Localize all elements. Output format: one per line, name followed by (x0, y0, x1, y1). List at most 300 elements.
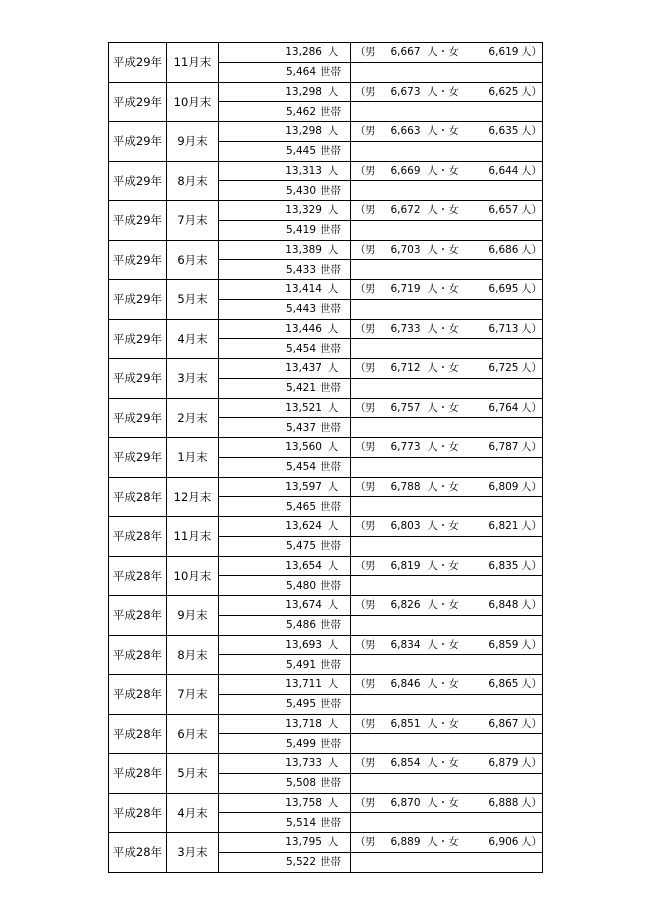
population-value: 13,654 (285, 559, 322, 572)
era-cell: 平成29年 (109, 240, 167, 280)
household-unit: 世帯 (320, 856, 341, 869)
month-cell: 1月末 (167, 438, 219, 478)
gender-breakdown-cell (351, 438, 543, 458)
person-unit: 人 (327, 401, 339, 414)
table-row (109, 398, 543, 418)
female-separator: 人・女 (427, 520, 459, 533)
households-value: 5,464 (285, 66, 316, 79)
households-value: 5,454 (285, 342, 316, 355)
paren-open: （ (355, 283, 366, 296)
population-cell (219, 319, 351, 339)
empty-cell (351, 457, 543, 477)
paren-open: （ (355, 85, 366, 98)
households-cell (219, 457, 351, 477)
month-cell: 5月末 (167, 754, 219, 794)
population-value: 13,446 (285, 322, 322, 335)
person-unit: 人 (327, 85, 339, 98)
female-count: 6,835 (488, 559, 519, 572)
era-cell: 平成29年 (109, 319, 167, 359)
person-unit: 人 (327, 520, 339, 533)
population-cell (219, 556, 351, 576)
female-separator: 人・女 (427, 204, 459, 217)
gender-breakdown-cell (351, 43, 543, 63)
paren-open: （ (355, 678, 366, 691)
male-label: 男 (365, 85, 376, 98)
paren-close: 人） (521, 559, 542, 572)
population-cell (219, 359, 351, 379)
empty-cell (351, 418, 543, 438)
households-value: 5,437 (285, 421, 316, 434)
population-cell (219, 280, 351, 300)
male-count: 6,667 (390, 46, 421, 59)
person-unit: 人 (327, 559, 339, 572)
paren-close: 人） (521, 757, 542, 770)
month-cell: 8月末 (167, 161, 219, 201)
paren-open: （ (355, 599, 366, 612)
household-unit: 世帯 (320, 816, 341, 829)
table-row (109, 161, 543, 181)
paren-open: （ (355, 322, 366, 335)
person-unit: 人 (327, 164, 339, 177)
male-label: 男 (365, 164, 376, 177)
empty-cell (351, 694, 543, 714)
households-value: 5,462 (285, 105, 316, 118)
female-separator: 人・女 (427, 85, 459, 98)
households-value: 5,433 (285, 263, 316, 276)
female-separator: 人・女 (427, 283, 459, 296)
household-unit: 世帯 (320, 658, 341, 671)
month-cell: 9月末 (167, 122, 219, 162)
male-label: 男 (365, 243, 376, 256)
paren-open: （ (355, 757, 366, 770)
table-row (109, 240, 543, 260)
population-cell (219, 240, 351, 260)
population-value: 13,733 (285, 757, 322, 770)
households-cell (219, 694, 351, 714)
paren-open: （ (355, 836, 366, 849)
male-label: 男 (365, 836, 376, 849)
gender-breakdown-cell (351, 398, 543, 418)
era-cell: 平成29年 (109, 161, 167, 201)
population-cell (219, 833, 351, 853)
female-count: 6,787 (488, 441, 519, 454)
male-count: 6,834 (390, 638, 421, 651)
month-cell: 11月末 (167, 43, 219, 83)
households-value: 5,499 (285, 737, 316, 750)
female-separator: 人・女 (427, 322, 459, 335)
gender-breakdown-cell (351, 477, 543, 497)
person-unit: 人 (327, 46, 339, 59)
male-label: 男 (365, 757, 376, 770)
population-value: 13,329 (285, 204, 322, 217)
paren-open: （ (355, 243, 366, 256)
household-unit: 世帯 (320, 619, 341, 632)
male-count: 6,672 (390, 204, 421, 217)
era-cell: 平成28年 (109, 556, 167, 596)
population-value: 13,674 (285, 599, 322, 612)
empty-cell (351, 220, 543, 240)
paren-close: 人） (521, 125, 542, 138)
male-count: 6,846 (390, 678, 421, 691)
households-value: 5,495 (285, 698, 316, 711)
era-cell: 平成28年 (109, 675, 167, 715)
male-label: 男 (365, 283, 376, 296)
era-cell: 平成28年 (109, 714, 167, 754)
table-row (109, 280, 543, 300)
person-unit: 人 (327, 441, 339, 454)
population-value: 13,298 (285, 125, 322, 138)
male-label: 男 (365, 559, 376, 572)
gender-breakdown-cell (351, 359, 543, 379)
paren-close: 人） (521, 836, 542, 849)
person-unit: 人 (327, 599, 339, 612)
paren-open: （ (355, 717, 366, 730)
month-cell: 3月末 (167, 833, 219, 873)
population-value: 13,693 (285, 638, 322, 651)
female-count: 6,657 (488, 204, 519, 217)
paren-close: 人） (521, 638, 542, 651)
gender-breakdown-cell (351, 754, 543, 774)
household-unit: 世帯 (320, 777, 341, 790)
table-row (109, 833, 543, 853)
month-cell: 9月末 (167, 596, 219, 636)
paren-open: （ (355, 125, 366, 138)
month-cell: 10月末 (167, 82, 219, 122)
households-value: 5,445 (285, 145, 316, 158)
population-value: 13,560 (285, 441, 322, 454)
female-separator: 人・女 (427, 401, 459, 414)
female-count: 6,821 (488, 520, 519, 533)
paren-close: 人） (521, 401, 542, 414)
male-count: 6,703 (390, 243, 421, 256)
era-cell: 平成29年 (109, 82, 167, 122)
era-cell: 平成28年 (109, 793, 167, 833)
male-count: 6,719 (390, 283, 421, 296)
male-count: 6,803 (390, 520, 421, 533)
female-separator: 人・女 (427, 757, 459, 770)
households-value: 5,522 (285, 856, 316, 869)
table-row (109, 793, 543, 813)
female-separator: 人・女 (427, 638, 459, 651)
gender-breakdown-cell (351, 596, 543, 616)
population-table (108, 42, 543, 873)
paren-close: 人） (521, 441, 542, 454)
female-count: 6,713 (488, 322, 519, 335)
male-label: 男 (365, 480, 376, 493)
population-cell (219, 517, 351, 537)
male-label: 男 (365, 717, 376, 730)
male-label: 男 (365, 599, 376, 612)
paren-close: 人） (521, 520, 542, 533)
era-cell: 平成29年 (109, 359, 167, 399)
person-unit: 人 (327, 322, 339, 335)
era-cell: 平成29年 (109, 201, 167, 241)
population-cell (219, 714, 351, 734)
gender-breakdown-cell (351, 161, 543, 181)
households-cell (219, 773, 351, 793)
empty-cell (351, 536, 543, 556)
households-cell (219, 181, 351, 201)
gender-breakdown-cell (351, 714, 543, 734)
female-count: 6,644 (488, 164, 519, 177)
table-row (109, 754, 543, 774)
table-row (109, 556, 543, 576)
paren-open: （ (355, 204, 366, 217)
month-cell: 10月末 (167, 556, 219, 596)
paren-open: （ (355, 362, 366, 375)
era-cell: 平成29年 (109, 280, 167, 320)
households-value: 5,475 (285, 540, 316, 553)
empty-cell (351, 615, 543, 635)
population-value: 13,521 (285, 401, 322, 414)
paren-close: 人） (521, 717, 542, 730)
female-separator: 人・女 (427, 441, 459, 454)
table-row (109, 82, 543, 102)
male-label: 男 (365, 441, 376, 454)
era-cell: 平成29年 (109, 122, 167, 162)
male-label: 男 (365, 678, 376, 691)
household-unit: 世帯 (320, 579, 341, 592)
male-label: 男 (365, 638, 376, 651)
female-count: 6,619 (488, 46, 519, 59)
paren-close: 人） (521, 283, 542, 296)
male-label: 男 (365, 362, 376, 375)
paren-open: （ (355, 164, 366, 177)
era-cell: 平成29年 (109, 398, 167, 438)
male-count: 6,733 (390, 322, 421, 335)
gender-breakdown-cell (351, 793, 543, 813)
month-cell: 7月末 (167, 201, 219, 241)
female-count: 6,764 (488, 401, 519, 414)
households-value: 5,480 (285, 579, 316, 592)
households-cell (219, 378, 351, 398)
era-cell: 平成29年 (109, 43, 167, 83)
population-cell (219, 398, 351, 418)
month-cell: 3月末 (167, 359, 219, 399)
households-cell (219, 536, 351, 556)
gender-breakdown-cell (351, 556, 543, 576)
households-cell (219, 734, 351, 754)
population-cell (219, 438, 351, 458)
female-separator: 人・女 (427, 559, 459, 572)
person-unit: 人 (327, 243, 339, 256)
table-row (109, 122, 543, 142)
household-unit: 世帯 (320, 698, 341, 711)
person-unit: 人 (327, 362, 339, 375)
month-cell: 5月末 (167, 280, 219, 320)
population-value: 13,795 (285, 836, 322, 849)
era-cell: 平成28年 (109, 477, 167, 517)
paren-open: （ (355, 480, 366, 493)
household-unit: 世帯 (320, 105, 341, 118)
table-row (109, 319, 543, 339)
households-cell (219, 141, 351, 161)
paren-open: （ (355, 46, 366, 59)
paren-close: 人） (521, 678, 542, 691)
month-cell: 4月末 (167, 793, 219, 833)
population-value: 13,313 (285, 164, 322, 177)
empty-cell (351, 852, 543, 872)
empty-cell (351, 576, 543, 596)
female-separator: 人・女 (427, 362, 459, 375)
female-count: 6,867 (488, 717, 519, 730)
person-unit: 人 (327, 717, 339, 730)
households-cell (219, 220, 351, 240)
month-cell: 8月末 (167, 635, 219, 675)
male-count: 6,854 (390, 757, 421, 770)
households-cell (219, 299, 351, 319)
table-row (109, 438, 543, 458)
household-unit: 世帯 (320, 303, 341, 316)
table-row (109, 359, 543, 379)
month-cell: 12月末 (167, 477, 219, 517)
paren-open: （ (355, 441, 366, 454)
female-count: 6,848 (488, 599, 519, 612)
population-value: 13,298 (285, 85, 322, 98)
person-unit: 人 (327, 283, 339, 296)
female-count: 6,859 (488, 638, 519, 651)
population-cell (219, 635, 351, 655)
paren-close: 人） (521, 599, 542, 612)
empty-cell (351, 655, 543, 675)
male-label: 男 (365, 796, 376, 809)
table-row (109, 675, 543, 695)
paren-open: （ (355, 401, 366, 414)
gender-breakdown-cell (351, 517, 543, 537)
male-count: 6,663 (390, 125, 421, 138)
paren-open: （ (355, 796, 366, 809)
population-value: 13,718 (285, 717, 322, 730)
households-cell (219, 576, 351, 596)
person-unit: 人 (327, 480, 339, 493)
female-count: 6,865 (488, 678, 519, 691)
table-row (109, 201, 543, 221)
female-count: 6,686 (488, 243, 519, 256)
households-cell (219, 615, 351, 635)
households-cell (219, 260, 351, 280)
table-row (109, 517, 543, 537)
era-cell: 平成29年 (109, 438, 167, 478)
gender-breakdown-cell (351, 240, 543, 260)
female-count: 6,635 (488, 125, 519, 138)
household-unit: 世帯 (320, 342, 341, 355)
table-row (109, 43, 543, 63)
male-count: 6,757 (390, 401, 421, 414)
female-count: 6,888 (488, 796, 519, 809)
person-unit: 人 (327, 757, 339, 770)
era-cell: 平成28年 (109, 754, 167, 794)
households-cell (219, 102, 351, 122)
population-value: 13,286 (285, 46, 322, 59)
female-count: 6,906 (488, 836, 519, 849)
female-count: 6,725 (488, 362, 519, 375)
households-cell (219, 62, 351, 82)
gender-breakdown-cell (351, 201, 543, 221)
population-value: 13,414 (285, 283, 322, 296)
households-value: 5,491 (285, 658, 316, 671)
population-cell (219, 201, 351, 221)
male-label: 男 (365, 322, 376, 335)
population-cell (219, 43, 351, 63)
month-cell: 6月末 (167, 714, 219, 754)
male-label: 男 (365, 520, 376, 533)
paren-open: （ (355, 520, 366, 533)
female-separator: 人・女 (427, 243, 459, 256)
female-separator: 人・女 (427, 796, 459, 809)
household-unit: 世帯 (320, 737, 341, 750)
household-unit: 世帯 (320, 461, 341, 474)
households-cell (219, 813, 351, 833)
gender-breakdown-cell (351, 833, 543, 853)
paren-close: 人） (521, 46, 542, 59)
paren-close: 人） (521, 204, 542, 217)
female-separator: 人・女 (427, 599, 459, 612)
paren-close: 人） (521, 362, 542, 375)
empty-cell (351, 339, 543, 359)
population-value: 13,597 (285, 480, 322, 493)
gender-breakdown-cell (351, 82, 543, 102)
households-cell (219, 497, 351, 517)
gender-breakdown-cell (351, 280, 543, 300)
paren-open: （ (355, 638, 366, 651)
population-cell (219, 477, 351, 497)
month-cell: 4月末 (167, 319, 219, 359)
population-cell (219, 596, 351, 616)
male-count: 6,889 (390, 836, 421, 849)
population-value: 13,437 (285, 362, 322, 375)
households-cell (219, 655, 351, 675)
households-cell (219, 339, 351, 359)
paren-close: 人） (521, 322, 542, 335)
population-value: 13,389 (285, 243, 322, 256)
empty-cell (351, 181, 543, 201)
empty-cell (351, 141, 543, 161)
population-value: 13,711 (285, 678, 322, 691)
male-count: 6,773 (390, 441, 421, 454)
household-unit: 世帯 (320, 500, 341, 513)
households-cell (219, 418, 351, 438)
era-cell: 平成28年 (109, 635, 167, 675)
male-count: 6,851 (390, 717, 421, 730)
female-count: 6,695 (488, 283, 519, 296)
households-value: 5,508 (285, 777, 316, 790)
male-label: 男 (365, 401, 376, 414)
paren-close: 人） (521, 85, 542, 98)
paren-close: 人） (521, 164, 542, 177)
table-row (109, 635, 543, 655)
female-separator: 人・女 (427, 46, 459, 59)
month-cell: 7月末 (167, 675, 219, 715)
empty-cell (351, 497, 543, 517)
female-separator: 人・女 (427, 717, 459, 730)
female-separator: 人・女 (427, 125, 459, 138)
households-value: 5,419 (285, 224, 316, 237)
male-count: 6,669 (390, 164, 421, 177)
population-sheet (108, 42, 541, 873)
population-cell (219, 754, 351, 774)
person-unit: 人 (327, 204, 339, 217)
households-value: 5,430 (285, 184, 316, 197)
person-unit: 人 (327, 125, 339, 138)
population-value: 13,624 (285, 520, 322, 533)
person-unit: 人 (327, 678, 339, 691)
population-cell (219, 122, 351, 142)
month-cell: 6月末 (167, 240, 219, 280)
gender-breakdown-cell (351, 675, 543, 695)
empty-cell (351, 813, 543, 833)
male-label: 男 (365, 204, 376, 217)
households-value: 5,421 (285, 382, 316, 395)
